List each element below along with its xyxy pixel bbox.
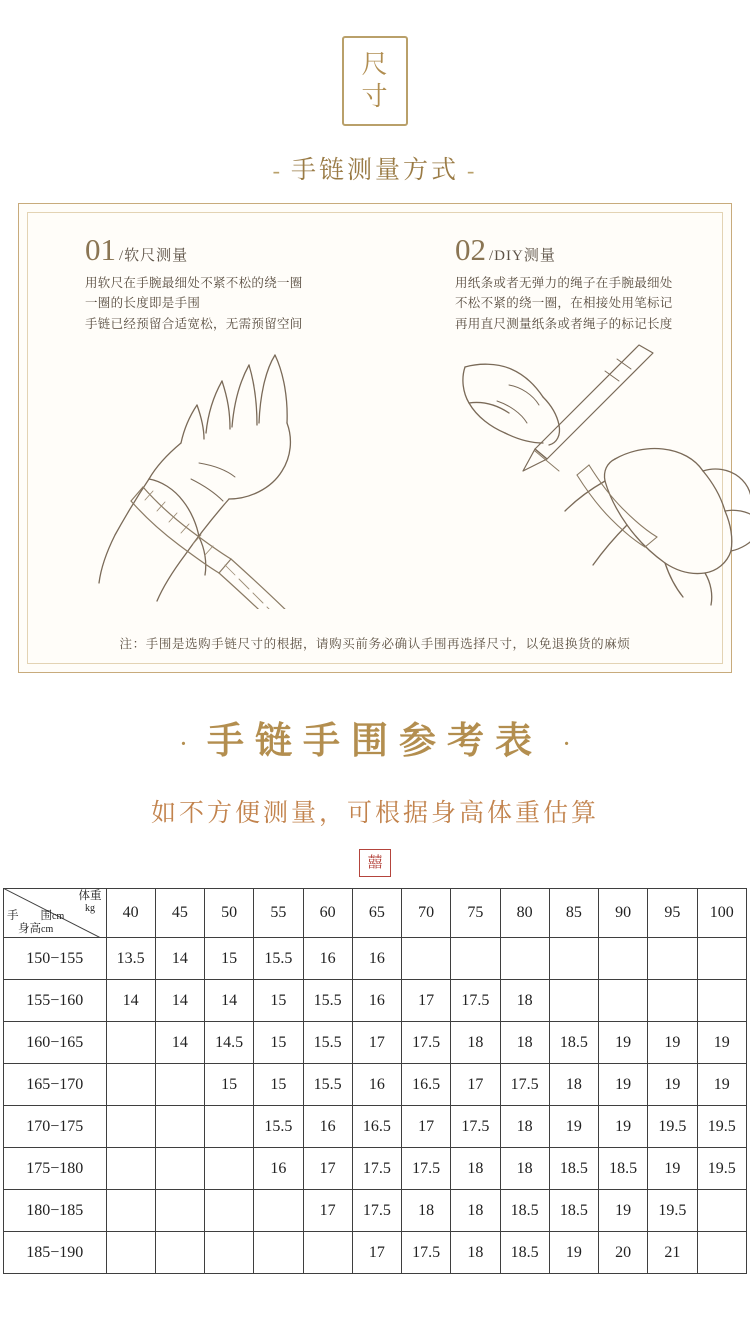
cell-r7-c7: 18 [451, 1232, 500, 1274]
cell-r4-c11: 19.5 [648, 1106, 697, 1148]
table-row [4, 1106, 747, 1148]
cell-r7-c11: 21 [648, 1232, 697, 1274]
cell-r1-c5: 16 [352, 980, 401, 1022]
cell-r7-c0 [106, 1232, 155, 1274]
cell-r5-c7: 18 [451, 1148, 500, 1190]
cell-r4-c3: 15.5 [254, 1106, 303, 1148]
col-header-50: 50 [205, 889, 254, 938]
method-02-number: 02 [455, 232, 486, 267]
col-header-90: 90 [599, 889, 648, 938]
cell-r2-c3: 15 [254, 1022, 303, 1064]
size-table-container [3, 888, 747, 1274]
method-02-line-1: 用纸条或者无弹力的绳子在手腕最细处 [455, 276, 673, 290]
col-header-95: 95 [648, 889, 697, 938]
table-header-row [4, 889, 747, 938]
cell-r6-c7: 18 [451, 1190, 500, 1232]
table-row [4, 1022, 747, 1064]
measurement-panel [18, 203, 732, 673]
cell-r1-c2: 14 [205, 980, 254, 1022]
corner-mid-unit: cm [52, 911, 65, 922]
cell-r1-c6: 17 [402, 980, 451, 1022]
col-header-60: 60 [303, 889, 352, 938]
hand-tape-measure-illustration [79, 339, 409, 609]
cell-r6-c12 [697, 1190, 746, 1232]
method-01-line-1: 用软尺在手腕最细处不紧不松的绕一圈 [85, 276, 303, 290]
cell-r7-c12 [697, 1232, 746, 1274]
cell-r6-c9: 18.5 [549, 1190, 598, 1232]
cell-r1-c10 [599, 980, 648, 1022]
cell-r4-c2 [205, 1106, 254, 1148]
cell-r5-c1 [155, 1148, 204, 1190]
title-dash-left: - [272, 158, 283, 183]
corner-wrist-label-2: 围 [40, 910, 52, 922]
cell-r0-c6 [402, 938, 451, 980]
seal-box [342, 36, 408, 126]
reference-table-title [0, 710, 750, 764]
cell-r6-c10: 19 [599, 1190, 648, 1232]
cell-r3-c5: 16 [352, 1064, 401, 1106]
size-seal [0, 36, 750, 126]
cell-r7-c6: 17.5 [402, 1232, 451, 1274]
cell-r2-c6: 17.5 [402, 1022, 451, 1064]
cell-r6-c5: 17.5 [352, 1190, 401, 1232]
cell-r5-c2 [205, 1148, 254, 1190]
cell-r3-c12: 19 [697, 1064, 746, 1106]
cell-r0-c5: 16 [352, 938, 401, 980]
row-header-150-155: 150−155 [4, 938, 107, 980]
cell-r1-c11 [648, 980, 697, 1022]
cell-r2-c7: 18 [451, 1022, 500, 1064]
cell-r3-c0 [106, 1064, 155, 1106]
cell-r7-c8: 18.5 [500, 1232, 549, 1274]
cell-r1-c3: 15 [254, 980, 303, 1022]
method-01-line-2: 一圈的长度即是手围 [85, 296, 201, 311]
cell-r0-c2: 15 [205, 938, 254, 980]
cell-r4-c1 [155, 1106, 204, 1148]
cell-r5-c11: 19 [648, 1148, 697, 1190]
table-row [4, 980, 747, 1022]
cell-r3-c4: 15.5 [303, 1064, 352, 1106]
cell-r4-c8: 18 [500, 1106, 549, 1148]
corner-weight-label: 体重 [78, 890, 102, 902]
method-02-line-3: 再用直尺测量纸条或者绳子的标记长度 [455, 316, 673, 331]
cell-r2-c12: 19 [697, 1022, 746, 1064]
method-01-line-3: 手链已经预留合适宽松，无需预留空间 [85, 316, 303, 331]
red-stamp [0, 849, 750, 877]
stamp-box: 囍 [359, 849, 391, 877]
table-corner-cell [4, 889, 107, 938]
size-reference-table [3, 888, 747, 1274]
method-02-line-2: 不松不紧的绕一圈，在相接处用笔标记 [455, 296, 673, 311]
cell-r0-c1: 14 [155, 938, 204, 980]
cell-r3-c10: 19 [599, 1064, 648, 1106]
col-header-80: 80 [500, 889, 549, 938]
cell-r5-c9: 18.5 [549, 1148, 598, 1190]
method-02-description [455, 273, 750, 334]
col-header-85: 85 [549, 889, 598, 938]
cell-r1-c1: 14 [155, 980, 204, 1022]
cell-r6-c0 [106, 1190, 155, 1232]
col-header-65: 65 [352, 889, 401, 938]
cell-r0-c8 [500, 938, 549, 980]
cell-r7-c9: 19 [549, 1232, 598, 1274]
row-header-185-190: 185−190 [4, 1232, 107, 1274]
cell-r7-c5: 17 [352, 1232, 401, 1274]
cell-r1-c7: 17.5 [451, 980, 500, 1022]
cell-r5-c4: 17 [303, 1148, 352, 1190]
cell-r4-c5: 16.5 [352, 1106, 401, 1148]
cell-r6-c1 [155, 1190, 204, 1232]
col-header-55: 55 [254, 889, 303, 938]
cell-r3-c7: 17 [451, 1064, 500, 1106]
col-header-45: 45 [155, 889, 204, 938]
cell-r2-c1: 14 [155, 1022, 204, 1064]
cell-r2-c9: 18.5 [549, 1022, 598, 1064]
cell-r7-c3 [254, 1232, 303, 1274]
method-01-subtitle: /软尺测量 [119, 248, 189, 264]
cell-r6-c4: 17 [303, 1190, 352, 1232]
row-header-160-165: 160−165 [4, 1022, 107, 1064]
cell-r2-c2: 14.5 [205, 1022, 254, 1064]
cell-r7-c2 [205, 1232, 254, 1274]
table-row [4, 1190, 747, 1232]
row-header-175-180: 175−180 [4, 1148, 107, 1190]
ref-dot-left: · [180, 733, 187, 756]
cell-r0-c11 [648, 938, 697, 980]
cell-r5-c6: 17.5 [402, 1148, 451, 1190]
cell-r2-c10: 19 [599, 1022, 648, 1064]
corner-height-unit: cm [41, 923, 54, 935]
cell-r4-c4: 16 [303, 1106, 352, 1148]
table-row [4, 1064, 747, 1106]
corner-weight-unit: kg [85, 903, 96, 915]
cell-r6-c6: 18 [402, 1190, 451, 1232]
cell-r4-c7: 17.5 [451, 1106, 500, 1148]
cell-r5-c0 [106, 1148, 155, 1190]
cell-r0-c7 [451, 938, 500, 980]
col-header-40: 40 [106, 889, 155, 938]
cell-r0-c4: 16 [303, 938, 352, 980]
cell-r5-c3: 16 [254, 1148, 303, 1190]
cell-r1-c12 [697, 980, 746, 1022]
hand-pen-marking-illustration [439, 339, 750, 609]
cell-r2-c0 [106, 1022, 155, 1064]
cell-r6-c2 [205, 1190, 254, 1232]
cell-r7-c1 [155, 1232, 204, 1274]
col-header-75: 75 [451, 889, 500, 938]
title-dash-right: - [467, 158, 478, 183]
cell-r0-c3: 15.5 [254, 938, 303, 980]
cell-r5-c10: 18.5 [599, 1148, 648, 1190]
cell-r1-c8: 18 [500, 980, 549, 1022]
cell-r0-c0: 13.5 [106, 938, 155, 980]
cell-r5-c5: 17.5 [352, 1148, 401, 1190]
cell-r3-c11: 19 [648, 1064, 697, 1106]
cell-r7-c10: 20 [599, 1232, 648, 1274]
cell-r3-c8: 17.5 [500, 1064, 549, 1106]
cell-r2-c8: 18 [500, 1022, 549, 1064]
cell-r5-c12: 19.5 [697, 1148, 746, 1190]
table-row [4, 1232, 747, 1274]
cell-r0-c10 [599, 938, 648, 980]
cell-r4-c6: 17 [402, 1106, 451, 1148]
cell-r1-c9 [549, 980, 598, 1022]
title-text: 手链测量方式 [290, 157, 459, 184]
cell-r0-c12 [697, 938, 746, 980]
cell-r2-c4: 15.5 [303, 1022, 352, 1064]
method-01-number: 01 [85, 232, 116, 267]
col-header-100: 100 [697, 889, 746, 938]
method-02-subtitle: /DIY测量 [489, 248, 556, 264]
method-02 [455, 234, 750, 334]
cell-r1-c0: 14 [106, 980, 155, 1022]
cell-r3-c1 [155, 1064, 204, 1106]
row-header-165-170: 165−170 [4, 1064, 107, 1106]
col-header-70: 70 [402, 889, 451, 938]
row-header-170-175: 170−175 [4, 1106, 107, 1148]
cell-r6-c11: 19.5 [648, 1190, 697, 1232]
cell-r2-c11: 19 [648, 1022, 697, 1064]
cell-r0-c9 [549, 938, 598, 980]
cell-r4-c12: 19.5 [697, 1106, 746, 1148]
page-title [0, 150, 750, 186]
method-02-heading [455, 234, 750, 265]
method-01-description [85, 273, 385, 334]
corner-wrist-label-1: 手 [7, 910, 19, 922]
cell-r4-c10: 19 [599, 1106, 648, 1148]
cell-r6-c3 [254, 1190, 303, 1232]
cell-r2-c5: 17 [352, 1022, 401, 1064]
table-row [4, 1148, 747, 1190]
seal-char-2: 寸 [361, 82, 389, 111]
ref-dot-right: · [563, 733, 570, 756]
cell-r6-c8: 18.5 [500, 1190, 549, 1232]
cell-r3-c9: 18 [549, 1064, 598, 1106]
cell-r7-c4 [303, 1232, 352, 1274]
cell-r1-c4: 15.5 [303, 980, 352, 1022]
cell-r4-c0 [106, 1106, 155, 1148]
cell-r5-c8: 18 [500, 1148, 549, 1190]
cell-r3-c3: 15 [254, 1064, 303, 1106]
reference-table-subtitle: 如不方便测量，可根据身高体重估算 [150, 800, 599, 827]
corner-height-label: 身高 [18, 922, 41, 935]
cell-r4-c9: 19 [549, 1106, 598, 1148]
method-01 [85, 234, 385, 334]
seal-char-1: 尺 [361, 49, 389, 79]
row-header-180-185: 180−185 [4, 1190, 107, 1232]
cell-r3-c6: 16.5 [402, 1064, 451, 1106]
table-row [4, 938, 747, 980]
cell-r3-c2: 15 [205, 1064, 254, 1106]
ref-title-text: 手链手围参考表 [207, 721, 543, 762]
row-header-155-160: 155−160 [4, 980, 107, 1022]
measurement-note: 注：手围是选购手链尺寸的根据，请购买前务必确认手围再选择尺寸，以免退换货的麻烦 [119, 637, 631, 651]
method-01-heading [85, 234, 385, 265]
